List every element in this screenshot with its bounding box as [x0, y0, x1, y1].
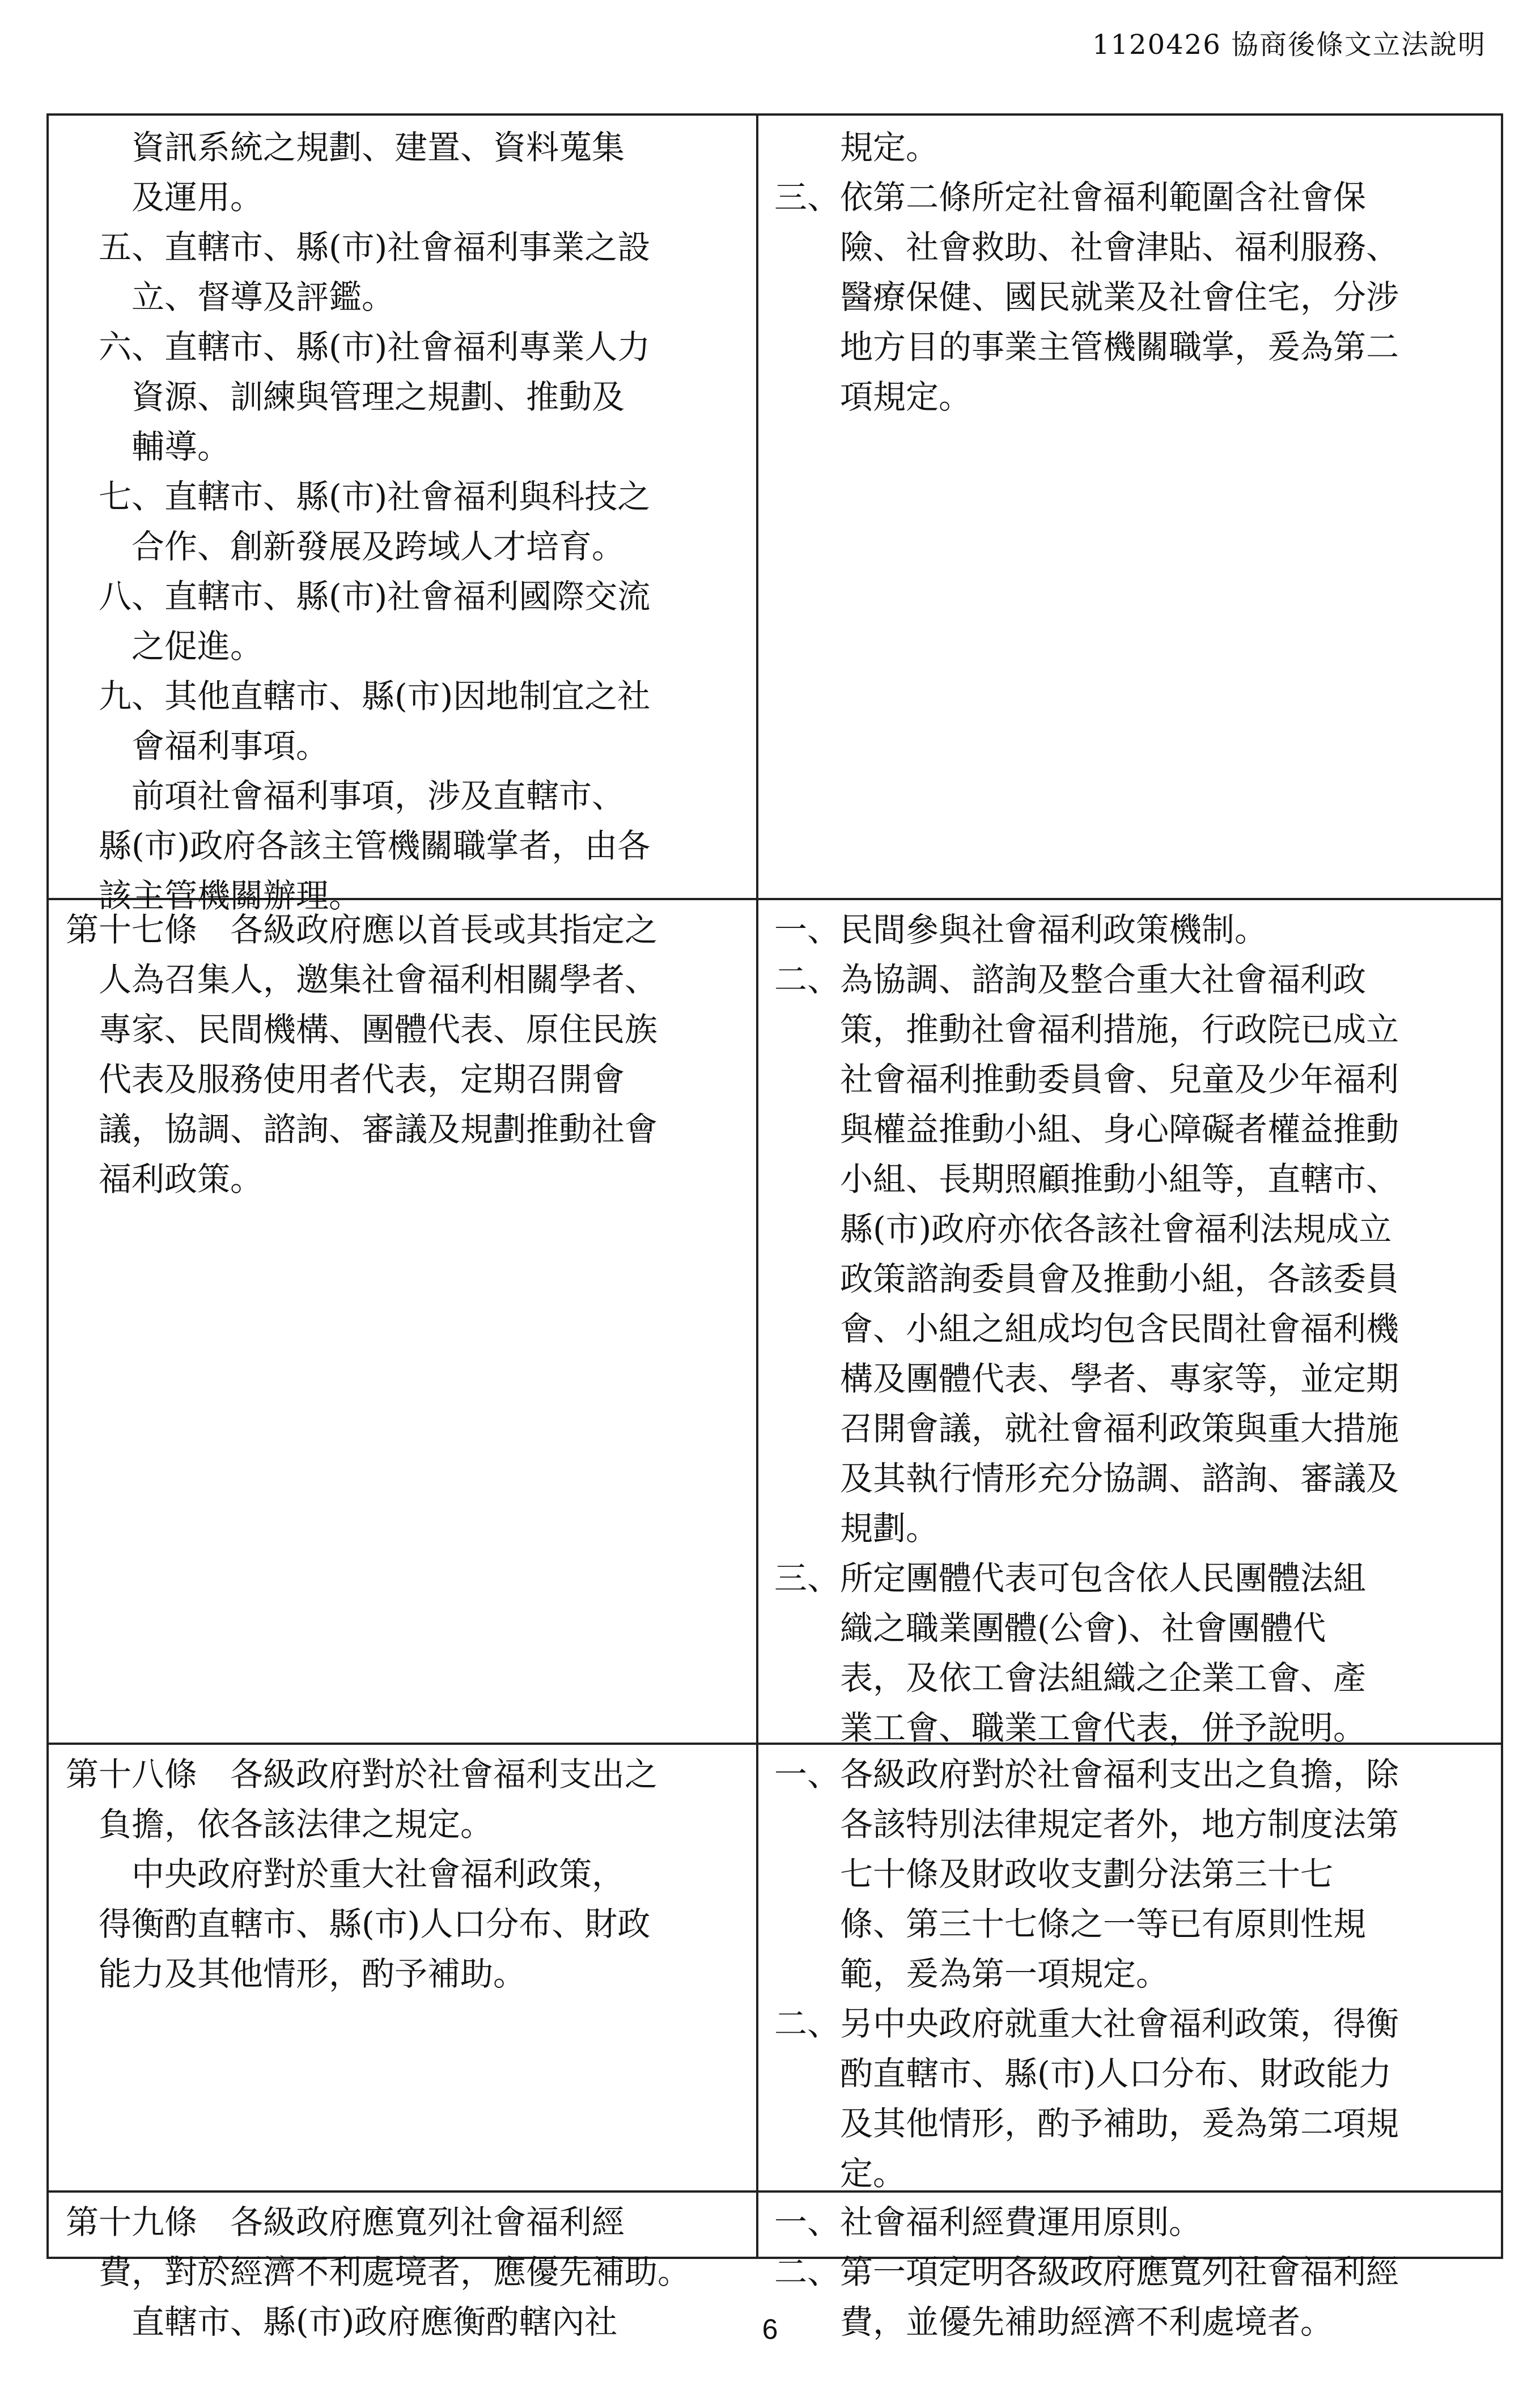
text-line: 三、依第二條所定社會福利範圍含社會保	[774, 178, 1367, 217]
text-line: 之促進。	[66, 627, 264, 665]
text-line: 福利政策。	[66, 1160, 264, 1198]
text-line: 條、第三十七條之一等已有原則性規	[774, 1905, 1367, 1943]
text-line: 地方目的事業主管機關職掌，爰為第二	[774, 328, 1399, 366]
text-line: 五、直轄市、縣(市)社會福利事業之設	[66, 228, 651, 266]
text-line: 第十八條 各級政府對於社會福利支出之	[66, 1755, 658, 1794]
provisions-table	[46, 113, 1503, 2341]
text-line: 一、各級政府對於社會福利支出之負擔，除	[774, 1755, 1399, 1794]
text-line: 得衡酌直轄市、縣(市)人口分布、財政	[66, 1905, 651, 1943]
text-line: 醫療保健、國民就業及社會住宅，分涉	[774, 278, 1399, 316]
text-line: 人為召集人，邀集社會福利相關學者、	[66, 960, 658, 999]
text-line: 織之職業團體(公會)、社會團體代	[774, 1609, 1326, 1647]
text-line: 範，爰為第一項規定。	[774, 1955, 1169, 1993]
text-line: 會福利事項。	[66, 727, 329, 765]
text-line: 規定。	[774, 128, 939, 167]
text-line: 及其執行情形充分協調、諮詢、審議及	[774, 1459, 1399, 1498]
row-2-explanation	[774, 905, 1488, 1753]
row-2-article-text	[66, 905, 749, 1204]
text-line: 第十七條 各級政府應以首長或其指定之	[66, 910, 658, 949]
text-line: 第十九條 各級政府應寬列社會福利經	[66, 2203, 625, 2241]
text-line: 一、社會福利經費運用原則。	[774, 2203, 1202, 2241]
text-line: 各該特別法律規定者外，地方制度法第	[774, 1805, 1399, 1843]
document-header: 1120426 協商後條文立法說明	[1092, 29, 1486, 61]
text-line: 九、其他直轄市、縣(市)因地制宜之社	[66, 677, 651, 715]
row-1-article-text	[66, 122, 749, 921]
text-line: 合作、創新發展及跨域人才培育。	[66, 527, 625, 566]
text-line: 構及團體代表、學者、專家等，並定期	[774, 1359, 1399, 1398]
text-line: 直轄市、縣(市)政府應衡酌轄內社	[66, 2303, 618, 2341]
text-line: 專家、民間機構、團體代表、原住民族	[66, 1010, 658, 1049]
text-line: 規劃。	[774, 1509, 939, 1548]
text-line: 表，及依工會法組織之企業工會、產	[774, 1659, 1367, 1697]
text-line: 小組、長期照顧推動小組等，直轄市、	[774, 1160, 1399, 1198]
text-line: 六、直轄市、縣(市)社會福利專業人力	[66, 328, 651, 366]
column-divider	[756, 116, 758, 2257]
text-line: 三、所定團體代表可包含依人民團體法組	[774, 1559, 1367, 1597]
text-line: 該主管機關辦理。	[66, 876, 362, 915]
text-line: 策，推動社會福利措施，行政院已成立	[774, 1010, 1399, 1049]
row-3-article-text	[66, 1749, 749, 1999]
page-number: 6	[762, 2313, 778, 2345]
text-line: 輔導。	[66, 427, 231, 466]
text-line: 及運用。	[66, 178, 264, 217]
text-line: 資訊系統之規劃、建置、資料蒐集	[66, 128, 625, 167]
text-line: 中央政府對於重大社會福利政策，	[66, 1855, 625, 1893]
text-line: 資源、訓練與管理之規劃、推動及	[66, 378, 625, 416]
text-line: 二、另中央政府就重大社會福利政策，得衡	[774, 2004, 1399, 2043]
text-line: 代表及服務使用者代表，定期召開會	[66, 1060, 625, 1099]
text-line: 召開會議，就社會福利政策與重大措施	[774, 1409, 1399, 1448]
text-line: 會、小組之組成均包含民間社會福利機	[774, 1309, 1399, 1348]
text-line: 政策諮詢委員會及推動小組，各該委員	[774, 1260, 1399, 1298]
row-1-explanation	[774, 122, 1488, 422]
text-line: 二、第一項定明各級政府應寬列社會福利經	[774, 2253, 1399, 2291]
text-line: 一、民間參與社會福利政策機制。	[774, 910, 1268, 949]
text-line: 定。	[774, 2154, 906, 2193]
text-line: 費，對於經濟不利處境者，應優先補助。	[66, 2253, 691, 2291]
text-line: 縣(市)政府亦依各該社會福利法規成立	[774, 1210, 1392, 1248]
row-3-explanation	[774, 1749, 1488, 2198]
text-line: 酌直轄市、縣(市)人口分布、財政能力	[774, 2054, 1392, 2093]
text-line: 與權益推動小組、身心障礙者權益推動	[774, 1110, 1399, 1148]
text-line: 險、社會救助、社會津貼、福利服務、	[774, 228, 1399, 266]
text-line: 社會福利推動委員會、兒童及少年福利	[774, 1060, 1399, 1099]
text-line: 縣(市)政府各該主管機關職掌者，由各	[66, 826, 651, 865]
text-line: 業工會、職業工會代表，併予說明。	[774, 1709, 1367, 1747]
text-line: 立、督導及評鑑。	[66, 278, 395, 316]
text-line: 前項社會福利事項，涉及直轄市、	[66, 777, 625, 815]
text-line: 議，協調、諮詢、審議及規劃推動社會	[66, 1110, 658, 1148]
text-line: 費，並優先補助經濟不利處境者。	[774, 2303, 1334, 2341]
text-line: 能力及其他情形，酌予補助。	[66, 1955, 527, 1993]
text-line: 及其他情形，酌予補助，爰為第二項規	[774, 2104, 1399, 2143]
text-line: 項規定。	[774, 378, 972, 416]
text-line: 七十條及財政收支劃分法第三十七	[774, 1855, 1334, 1893]
text-line: 負擔，依各該法律之規定。	[66, 1805, 494, 1843]
text-line: 七、直轄市、縣(市)社會福利與科技之	[66, 477, 651, 516]
text-line: 二、為協調、諮詢及整合重大社會福利政	[774, 960, 1367, 999]
text-line: 八、直轄市、縣(市)社會福利國際交流	[66, 577, 651, 616]
